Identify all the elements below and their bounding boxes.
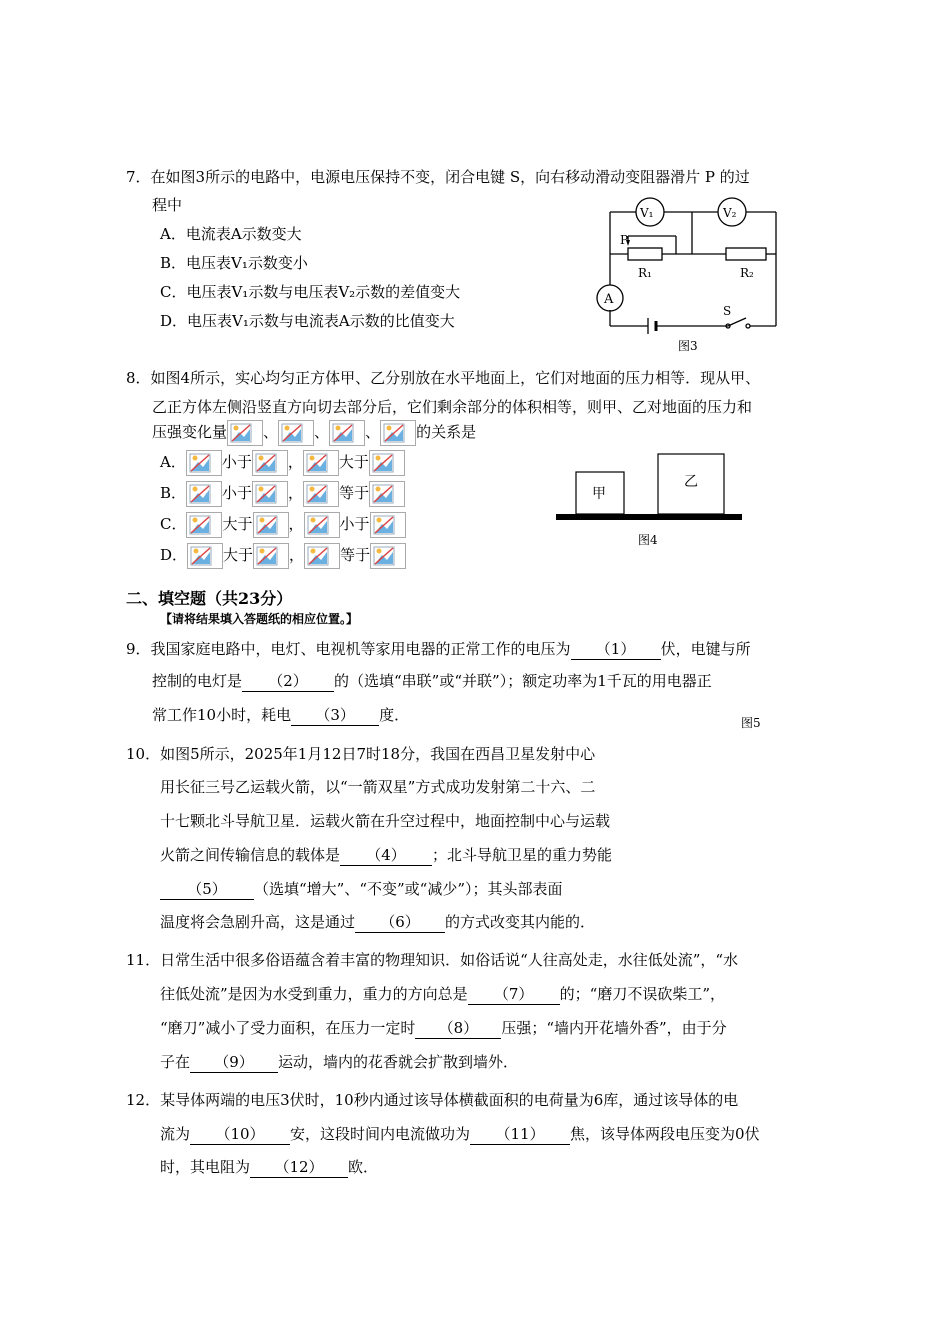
broken-image-icon <box>252 481 288 507</box>
q12-number: 12． <box>126 1091 161 1109</box>
q9-line2: 控制的电灯是 （2） 的（选填“串联”或“并联”）；额定功率为1千瓦的用电器正 <box>152 672 712 690</box>
broken-image-icon <box>253 512 289 538</box>
broken-image-icon <box>186 512 222 538</box>
yi-label: 乙 <box>684 474 698 490</box>
q7-line2: 程中 <box>152 196 183 214</box>
q8-option-c: C． 大于 ， 小于 <box>160 512 406 538</box>
broken-image-icon <box>186 481 222 507</box>
figure-3-circuit <box>588 190 788 360</box>
broken-image-icon <box>186 450 222 476</box>
q11-number: 11． <box>126 951 161 969</box>
q12-line1: 12．某导体两端的电压3伏时，10秒内通过该导体横截面积的电荷量为6库，通过该导体的电 <box>126 1091 739 1109</box>
q10-line3: 十七颗北斗导航卫星．运载火箭在升空过程中，地面控制中心与运载 <box>160 812 611 830</box>
q8-number: 8． <box>126 369 151 387</box>
blank-10[interactable]: （10） <box>190 1123 290 1145</box>
v2-label: V₂ <box>723 206 737 220</box>
broken-image-icon <box>369 481 405 507</box>
ammeter-label: A <box>604 292 614 307</box>
broken-image-icon <box>187 543 223 569</box>
broken-image-icon <box>278 420 314 446</box>
v1-label: V₁ <box>640 206 654 220</box>
broken-image-icon <box>380 420 416 446</box>
q10-number: 10． <box>126 745 161 763</box>
q10-line1: 10．如图5所示，2025年1月12日7时18分，我国在西昌卫星发射中心 <box>126 745 596 763</box>
figure-4-caption: 图4 <box>638 533 658 547</box>
broken-image-icon <box>303 481 339 507</box>
q12-line2: 流为 （10） 安，这段时间内电流做功为 （11） 焦，该导体两段电压变为0伏 <box>160 1125 760 1143</box>
blank-2[interactable]: （2） <box>242 670 334 692</box>
broken-image-icon <box>227 420 263 446</box>
q7-line1: 7．在如图3所示的电路中，电源电压保持不变，闭合电键 S，向右移动滑动变阻器滑片 P 的过 <box>126 168 750 186</box>
blank-6[interactable]: （6） <box>355 911 445 933</box>
s-label: S <box>723 304 732 318</box>
blank-8[interactable]: （8） <box>415 1017 501 1039</box>
q9-line3: 常工作10小时，耗电 （3） 度． <box>152 706 410 724</box>
broken-image-icon <box>370 543 406 569</box>
q7-option-b: B．电压表V₁示数变小 <box>160 254 308 272</box>
q9-line1: 9．我国家庭电路中，电灯、电视机等家用电器的正常工作的电压为 （1） 伏，电键与所 <box>126 640 751 658</box>
blank-1[interactable]: （1） <box>571 638 661 660</box>
blank-7[interactable]: （7） <box>468 983 560 1005</box>
q8-option-a: A． 小于 ， 大于 <box>160 450 405 476</box>
blank-9[interactable]: （9） <box>190 1051 278 1073</box>
q11-line4: 子在 （9） 运动，墙内的花香就会扩散到墙外． <box>160 1053 519 1071</box>
q8-option-b: B． 小于 ， 等于 <box>160 481 405 507</box>
q10-line2: 用长征三号乙运载火箭，以“一箭双星”方式成功发射第二十六、二 <box>160 778 596 796</box>
jia-label: 甲 <box>592 486 606 502</box>
broken-image-icon <box>369 450 405 476</box>
broken-image-icon <box>253 543 289 569</box>
q7-option-c: C．电压表V₁示数与电压表V₂示数的差值变大 <box>160 283 461 301</box>
q7-option-a: A．电流表A示数变大 <box>160 225 302 243</box>
q7-number: 7． <box>126 168 151 186</box>
q8-option-d: D． 大于 ， 等于 <box>160 543 406 569</box>
q10-line4: 火箭之间传输信息的载体是 （4） ；北斗导航卫星的重力势能 <box>160 846 613 864</box>
q11-line2: 往低处流”是因为水受到重力，重力的方向总是 （7） 的；“磨刀不误砍柴工”， <box>160 985 726 1003</box>
blank-12[interactable]: （12） <box>250 1156 348 1178</box>
q8-line1: 8．如图4所示，实心均匀正方体甲、乙分别放在水平地面上，它们对地面的压力相等．现从甲、 <box>126 369 761 387</box>
p-label: P <box>620 233 629 247</box>
broken-image-icon <box>304 512 340 538</box>
q8-line3: 压强变化量 、 、 、 的关系是 <box>152 420 476 446</box>
q10-line5: （5） （选填“增大”、“不变”或“减少”）；其头部表面 <box>160 878 563 900</box>
broken-image-icon <box>370 512 406 538</box>
broken-image-icon <box>252 450 288 476</box>
r2-label: R₂ <box>740 266 754 280</box>
r1-label: R₁ <box>638 266 652 280</box>
figure-3-caption: 图3 <box>678 339 698 353</box>
blank-4[interactable]: （4） <box>340 844 432 866</box>
q11-line3: “磨刀”减小了受力面积，在压力一定时 （8） 压强；“墙内开花墙外香”，由于分 <box>160 1019 727 1037</box>
blank-11[interactable]: （11） <box>470 1123 570 1145</box>
broken-image-icon <box>304 543 340 569</box>
section-2-note: 【请将结果填入答题纸的相应位置。】 <box>160 612 359 626</box>
q12-line3: 时，其电阻为 （12） 欧． <box>160 1158 379 1176</box>
figure-4-blocks <box>552 450 747 550</box>
section-2-title: 二、填空题（共23分） <box>126 589 293 608</box>
broken-image-icon <box>329 420 365 446</box>
blank-5[interactable]: （5） <box>160 878 254 900</box>
q7-option-d: D．电压表V₁示数与电流表A示数的比值变大 <box>160 312 455 330</box>
broken-image-icon <box>303 450 339 476</box>
ground <box>556 514 742 520</box>
q10-line6: 温度将会急剧升高，这是通过 （6） 的方式改变其内能的． <box>160 913 596 931</box>
figure-5-caption: 图5 <box>741 716 761 730</box>
q9-number: 9． <box>126 640 151 658</box>
q11-line1: 11．日常生活中很多俗语蕴含着丰富的物理知识．如俗话说“人往高处走，水往低处流”，“水 <box>126 951 739 969</box>
q8-line2: 乙正方体左侧沿竖直方向切去部分后，它们剩余部分的体积相等，则甲、乙对地面的压力和 <box>152 398 753 416</box>
blank-3[interactable]: （3） <box>291 704 379 726</box>
